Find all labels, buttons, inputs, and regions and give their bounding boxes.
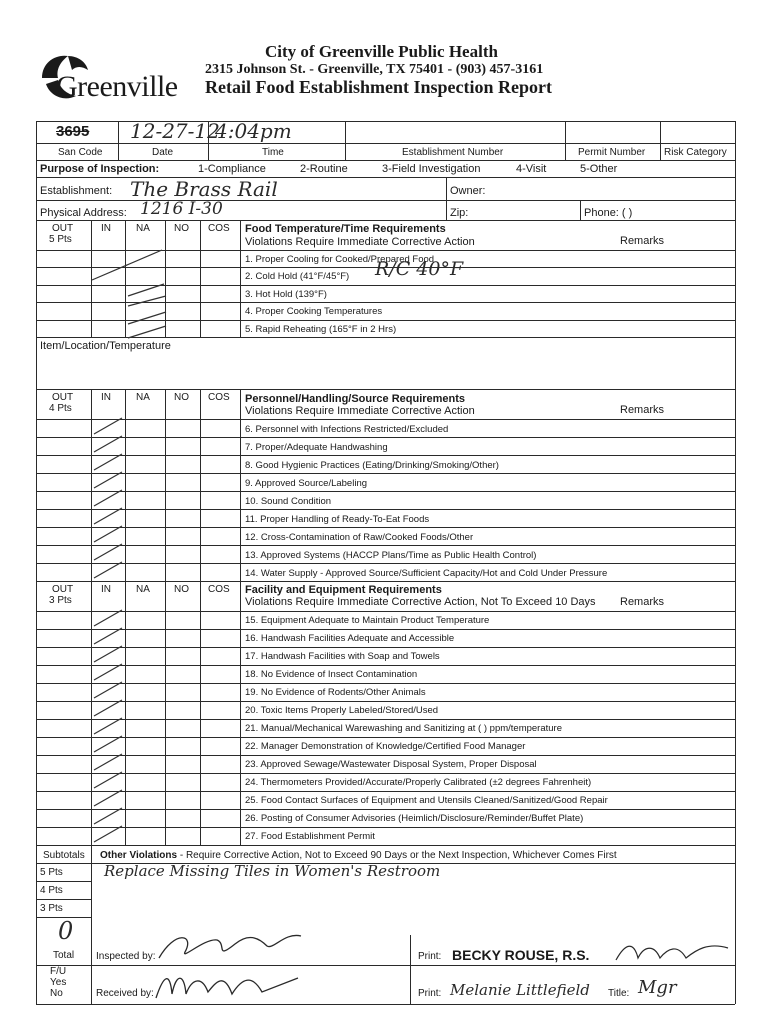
inspected-by-label: Inspected by: [96,951,156,962]
section3-item-19: 19. No Evidence of Rodents/Other Animals [245,687,426,698]
column-in-3: IN [101,584,111,595]
section1-out-label: OUT [52,223,74,234]
received-by-label: Received by: [96,988,154,999]
section3-item-26: 26. Posting of Consumer Advisories (Heimlich/Disclosure/Reminder/Buffet Plate) [245,813,584,824]
receiver-title-value: Mgr [638,977,677,998]
followup-no[interactable]: No [50,988,63,999]
establishment-number-label: Establishment Number [402,147,504,158]
physical-address-value[interactable]: 1216 I-30 [140,199,223,219]
date-value: 12-27-12 [130,119,220,143]
section2-title: Personnel/Handling/Source Requirements [245,393,466,405]
section1-item-2: 2. Cold Hold (41°F/45°F) [245,271,350,282]
section1-title: Food Temperature/Time Requirements [245,223,446,235]
total-label: Total [53,950,75,961]
inspector-signature [155,926,305,966]
section1-check-marks [88,244,178,340]
inspector-print-label: Print: [418,951,442,962]
inspector-print-name: BECKY ROUSE, R.S. [452,947,590,963]
section1-item-3: 3. Hot Hold (139°F) [245,289,327,300]
section1-points: 5 Pts [49,234,72,245]
report-title: Retail Food Establishment Inspection Report [205,77,553,97]
item-location-temperature-label: Item/Location/Temperature [40,340,171,352]
section2-item-7: 7. Proper/Adequate Handwashing [245,442,388,453]
other-violations-label: Other Violations [100,850,178,861]
purpose-option-visit[interactable]: 4-Visit [516,163,547,175]
subtotal-4pts-label: 4 Pts [40,885,63,896]
section2-subtitle: Violations Require Immediate Corrective Action [245,405,475,417]
section2-item-14: 14. Water Supply - Approved Source/Sufficient Capacity/Hot and Cold Under Pressure [245,568,608,579]
section1-subtitle: Violations Require Immediate Corrective Action [245,236,475,248]
section1-item-5: 5. Rapid Reheating (165°F in 2 Hrs) [245,324,397,335]
header-address: 2315 Johnson St. - Greenville, TX 75401 - (903) 457-3161 [205,62,544,77]
section2-item-13: 13. Approved Systems (HACCP Plans/Time as Public Health Control) [245,550,537,561]
other-violations-description: - Require Corrective Action, Not to Exceed 90 Days or the Next Inspection, Whichever Comes First [177,850,617,861]
san-code-value: 3695 [56,123,90,140]
purpose-option-routine[interactable]: 2-Routine [300,163,348,175]
section2-item-6: 6. Personnel with Infections Restricted/Excluded [245,424,449,435]
section1-item-4: 4. Proper Cooking Temperatures [245,306,383,317]
column-no-2: NO [174,392,189,403]
column-cos-2: COS [208,392,230,403]
followup-label: F/U [50,966,67,977]
subtotal-3pts-label: 3 Pts [40,903,63,914]
column-in-2: IN [101,392,111,403]
owner-label: Owner: [450,185,486,197]
column-na-1: NA [136,223,150,234]
phone-label: Phone: ( ) [584,207,633,219]
section3-remarks-label: Remarks [620,596,665,608]
receiver-title-label: Title: [608,988,630,999]
other-violations-text [100,850,617,862]
section2-points: 4 Pts [49,403,72,414]
column-na-3: NA [136,584,150,595]
section3-item-27: 27. Food Establishment Permit [245,831,375,842]
column-no-1: NO [174,223,189,234]
column-cos-1: COS [208,223,230,234]
section2-check-marks [88,412,128,584]
section3-item-17: 17. Handwash Facilities with Soap and Towels [245,651,440,662]
risk-category-label: Risk Category [664,147,727,158]
san-code-label: San Code [58,147,103,158]
section2-item-10: 10. Sound Condition [245,496,332,507]
section3-item-18: 18. No Evidence of Insect Contamination [245,669,418,680]
time-label: Time [262,147,284,158]
date-label: Date [152,147,174,158]
logo-text: Greenville [56,70,178,103]
permit-number-label: Permit Number [578,147,646,158]
section3-title: Facility and Equipment Requirements [245,584,442,596]
section2-out-label: OUT [52,392,74,403]
zip-label: Zip: [450,207,469,219]
column-no-3: NO [174,584,189,595]
section3-item-21: 21. Manual/Mechanical Warewashing and Sanitizing at ( ) ppm/temperature [245,723,563,734]
receiver-print-label: Print: [418,988,442,999]
section3-item-15: 15. Equipment Adequate to Maintain Product Temperature [245,615,490,626]
section3-item-25: 25. Food Contact Surfaces of Equipment and Utensils Cleaned/Sanitized/Good Repair [245,795,608,806]
followup-yes[interactable]: Yes [50,977,67,988]
other-violations-note: Replace Missing Tiles in Women's Restroom [104,862,441,880]
column-in-1: IN [101,223,111,234]
city-logo [36,48,186,104]
section3-item-23: 23. Approved Sewage/Wastewater Disposal System, Proper Disposal [245,759,537,770]
column-na-2: NA [136,392,150,403]
section1-item-1: 1. Proper Cooling for Cooked/Prepared Food [245,254,435,265]
section3-item-22: 22. Manager Demonstration of Knowledge/Certified Food Manager [245,741,526,752]
purpose-option-other[interactable]: 5-Other [580,163,618,175]
total-value: 0 [58,917,74,945]
section2-remarks-label: Remarks [620,404,665,416]
section3-item-20: 20. Toxic Items Properly Labeled/Stored/Used [245,705,439,716]
physical-address-label: Physical Address: [40,207,127,219]
receiver-print-name: Melanie Littlefield [450,981,590,999]
purpose-option-compliance[interactable]: 1-Compliance [198,163,266,175]
establishment-value[interactable]: The Brass Rail [130,177,278,201]
section2-item-9: 9. Approved Source/Labeling [245,478,368,489]
subtotal-5pts-label: 5 Pts [40,867,63,878]
section2-item-8: 8. Good Hygienic Practices (Eating/Drinking/Smoking/Other) [245,460,499,471]
section2-item-12: 12. Cross-Contamination of Raw/Cooked Foods/Other [245,532,474,543]
receiver-signature [152,964,302,1004]
section3-subtitle: Violations Require Immediate Corrective Action, Not To Exceed 10 Days [245,596,596,608]
establishment-label: Establishment: [40,185,113,197]
section3-points: 3 Pts [49,595,72,606]
section3-out-label: OUT [52,584,74,595]
inspector-print-signature [612,936,732,966]
purpose-option-field-investigation[interactable]: 3-Field Investigation [382,163,481,175]
time-value: 4:04pm [215,119,292,143]
section3-item-24: 24. Thermometers Provided/Accurate/Properly Calibrated (±2 degrees Fahrenheit) [245,777,592,788]
city-name: City of Greenville Public Health [265,42,498,61]
subtotals-label: Subtotals [43,850,85,861]
column-cos-3: COS [208,584,230,595]
section3-check-marks [88,604,128,848]
section1-remarks-label: Remarks [620,235,665,247]
section1-handwritten-remark: R/C 40°F [375,258,464,280]
section3-item-16: 16. Handwash Facilities Adequate and Accessible [245,633,455,644]
purpose-label: Purpose of Inspection: [40,163,160,175]
section2-item-11: 11. Proper Handling of Ready-To-Eat Foods [245,514,430,525]
